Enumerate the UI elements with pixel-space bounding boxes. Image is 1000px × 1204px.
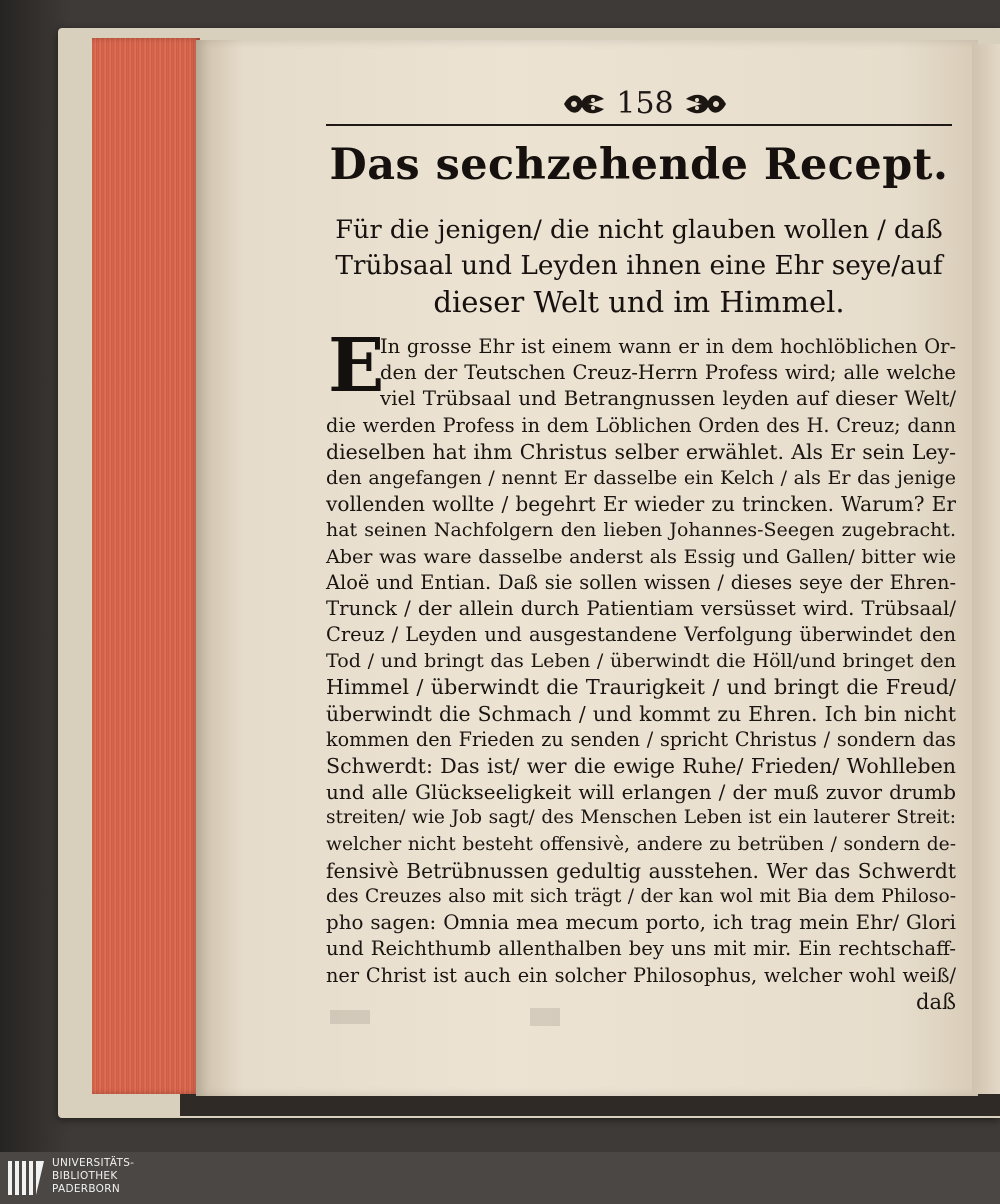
header-rule bbox=[326, 124, 952, 126]
ornament-left-icon bbox=[562, 91, 606, 117]
chapter-subtitle bbox=[326, 212, 952, 320]
body-line: viel Trübsaal und Betrangnussen leyden auf dieser Welt/ bbox=[380, 387, 956, 411]
body-line: überwindt die Schmach / und kommt zu Ehren. Ich bin nicht bbox=[326, 701, 956, 726]
body-line: und Reichthumb allenthalben bey uns mit mir. Ein rechtschaff- bbox=[326, 937, 956, 961]
body-line: Trunck / der allein durch Patientiam versüsset wird. Trübsaal/ bbox=[326, 596, 956, 620]
subtitle-line: dieser Welt und im Himmel. bbox=[433, 285, 845, 319]
subtitle-line: Für die jenigen/ die nicht glauben wollen / daß bbox=[335, 215, 943, 245]
body-line: den der Teutschen Creuz-Herrn Profess wird; alle welche bbox=[380, 361, 956, 385]
body-line: welcher nicht besteht offensivè, andere zu betrüben / sondern de- bbox=[326, 833, 956, 855]
body-line: des Creuzes also mit sich trägt / der kan wol mit Bia dem Philoso- bbox=[326, 885, 956, 907]
body-line: Creuz / Leyden und ausgestandene Verfolgung überwindet den bbox=[326, 623, 956, 647]
body-line: In grosse Ehr ist einem wann er in dem hochlöblichen Or- bbox=[380, 335, 956, 358]
body-text bbox=[326, 323, 956, 1015]
next-page-edge bbox=[972, 44, 1000, 1094]
body-line: ner Christ ist auch ein solcher Philosophus, welcher wohl weiß/ bbox=[326, 963, 956, 987]
drop-cap: E bbox=[328, 323, 385, 409]
body-line: die werden Profess in dem Löblichen Orden des H. Creuz; dann bbox=[326, 413, 956, 437]
body-line: pho sagen: Omnia mea mecum porto, ich trag mein Ehr/ Glori bbox=[326, 911, 956, 935]
body-line: hat seinen Nachfolgern den lieben Johannes-Seegen zugebracht. bbox=[326, 519, 956, 542]
library-footer bbox=[0, 1152, 1000, 1204]
page-header bbox=[560, 86, 730, 122]
body-line: Himmel / überwindt die Traurigkeit / und bringt die Freud/ bbox=[326, 675, 956, 700]
body-line: streiten/ wie Job sagt/ des Menschen Leben ist ein lauterer Streit: bbox=[326, 807, 956, 829]
page-edges-red bbox=[92, 38, 200, 1094]
chapter-title: Das sechzehende Recept. bbox=[329, 140, 949, 190]
library-name bbox=[52, 1157, 134, 1196]
library-logo-icon bbox=[6, 1157, 46, 1199]
body-line: kommen den Frieden zu senden / spricht Christus / sondern das bbox=[326, 727, 956, 751]
body-line: den angefangen / nennt Er dasselbe ein Kelch / als Er das jenige bbox=[326, 466, 956, 489]
body-line: vollenden wollte / begehrt Er wieder zu trincken. Warum? Er bbox=[326, 492, 956, 517]
body-line: Aber was ware dasselbe anderst als Essig und Gallen/ bitter wie bbox=[326, 544, 956, 568]
ornament-right-icon bbox=[684, 91, 728, 117]
body-line: und alle Glückseeligkeit will erlangen / der muß zuvor drumb bbox=[326, 780, 956, 805]
library-name-line: UNIVERSITÄTS- bbox=[52, 1157, 135, 1169]
body-line: Schwerdt: Das ist/ wer die ewige Ruhe/ Frieden/ Wohlleben bbox=[326, 754, 956, 778]
catchword: daß bbox=[916, 989, 956, 1014]
body-line: dieselben hat ihm Christus selber erwählet. Als Er sein Ley- bbox=[326, 439, 956, 464]
show-through-ink bbox=[330, 1000, 950, 1040]
page-number: 158 bbox=[616, 86, 674, 121]
subtitle-line: Trübsaal und Leyden ihnen eine Ehr seye/auf bbox=[335, 251, 943, 281]
library-name-line: BIBLIOTHEK bbox=[52, 1170, 118, 1182]
body-line: fensivè Betrübnussen gedultig ausstehen. Wer das Schwerdt bbox=[326, 858, 956, 883]
library-name-line: PADERBORN bbox=[52, 1183, 120, 1195]
body-line: Tod / und bringt das Leben / überwindt die Höll/und bringet den bbox=[326, 650, 956, 673]
body-line: Aloë und Entian. Daß sie sollen wissen / dieses seye der Ehren- bbox=[326, 570, 956, 594]
